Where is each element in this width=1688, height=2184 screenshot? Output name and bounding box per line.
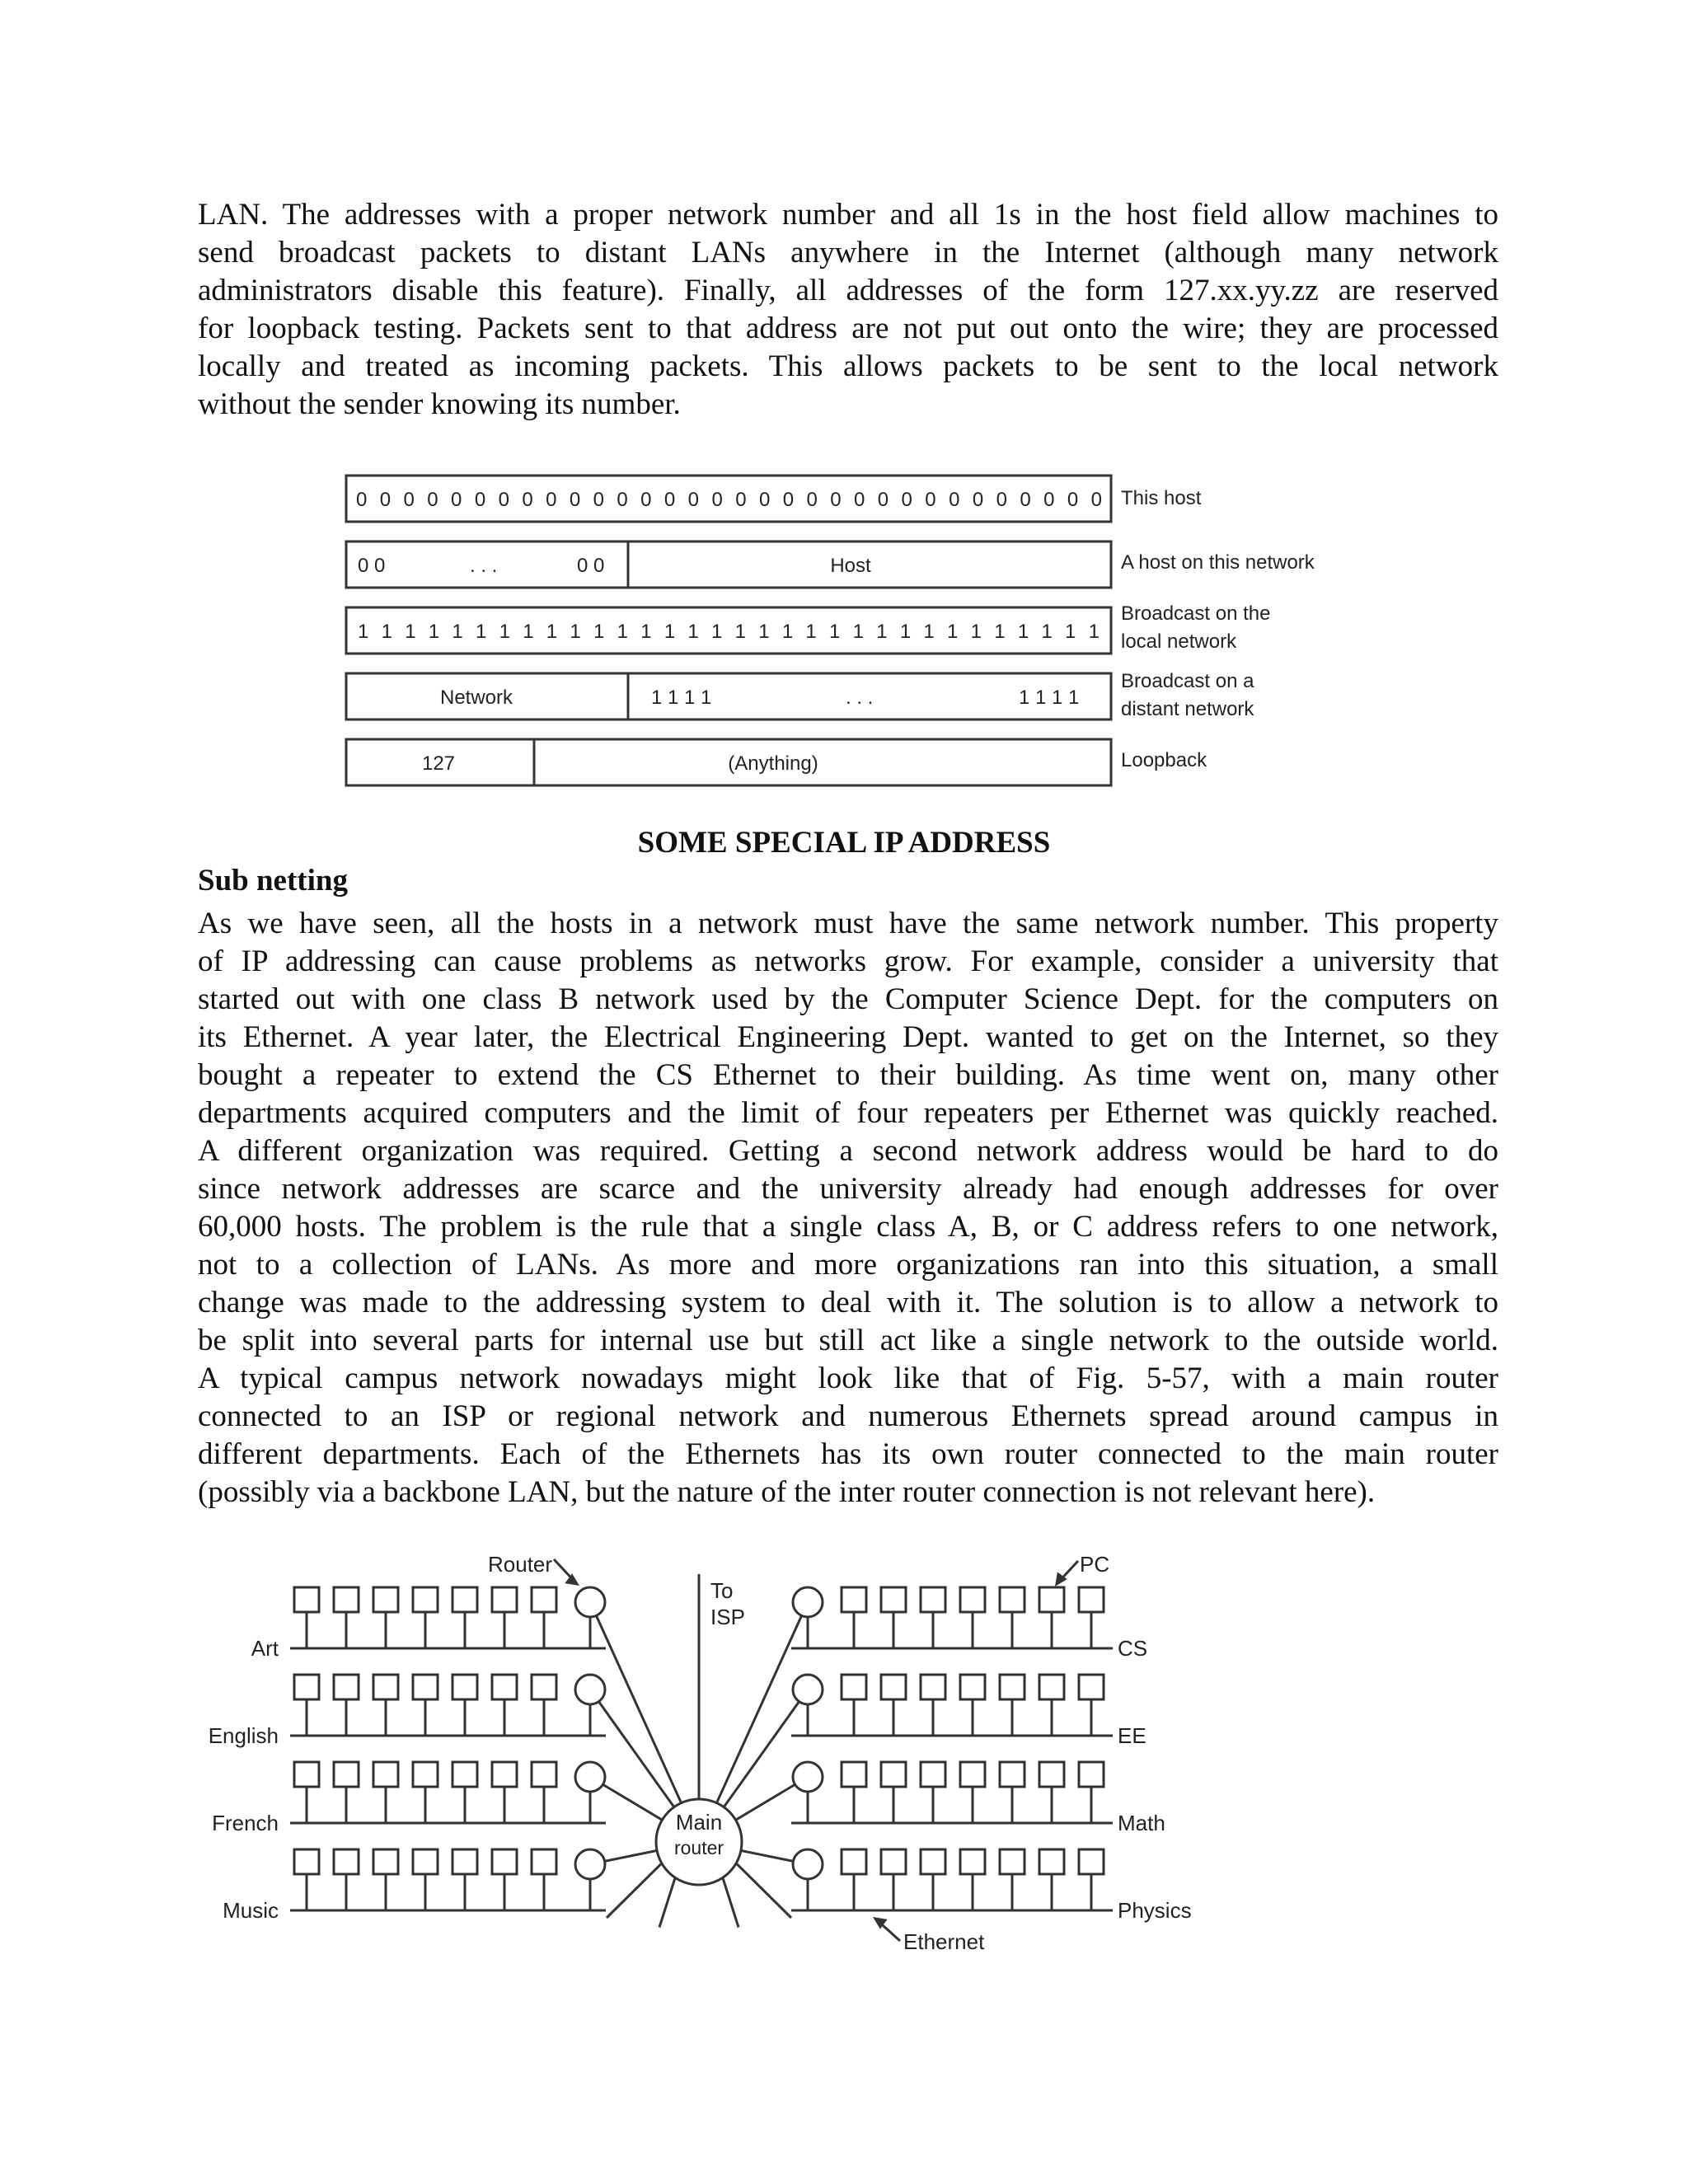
figure-title: SOME SPECIAL IP ADDRESS (637, 826, 1051, 860)
stub-link (607, 1863, 662, 1918)
pc-icon (1000, 1762, 1025, 1787)
pc-icon (960, 1587, 985, 1612)
right-dept-label: EE (1118, 1723, 1146, 1748)
pc-icon (1039, 1849, 1064, 1874)
pc-icon (452, 1849, 477, 1874)
pc-icon (532, 1762, 556, 1787)
text-line: As we have seen, all the hosts in a network must have the same network number. This property (198, 907, 1498, 940)
text-line: 60,000 hosts. The problem is the rule that a single class A, B, or C address refers to one network, (198, 1210, 1498, 1244)
pc-icon (373, 1849, 398, 1874)
text-line: LAN. The addresses with a proper network number and all 1s in the host field allow machines to (198, 198, 1498, 232)
text-line: A different organization was required. Getting a second network address would be hard to do (198, 1134, 1498, 1168)
pc-icon (881, 1762, 906, 1787)
pc-icon (452, 1587, 477, 1612)
router-label: Router (488, 1552, 553, 1577)
right-dept-label: Physics (1118, 1898, 1192, 1923)
pc-icon (921, 1762, 945, 1787)
field-zeros-end: 0 0 (577, 555, 605, 577)
field-zeros-start: 0 0 (358, 555, 386, 577)
router-icon (575, 1849, 605, 1879)
router-link (598, 1702, 673, 1807)
pc-icon (960, 1675, 985, 1699)
field-ellipsis: . . . (846, 687, 874, 709)
label-loopback: Loopback (1121, 749, 1207, 771)
router-icon (793, 1849, 823, 1879)
router-link (736, 1784, 795, 1820)
pc-icon (921, 1587, 945, 1612)
pc-icon (373, 1675, 398, 1699)
pc-icon (452, 1762, 477, 1787)
router-link (605, 1850, 657, 1861)
pc-icon (960, 1762, 985, 1787)
text-line: of IP addressing can cause problems as networks grow. For example, consider a university that (198, 944, 1498, 978)
pc-icon (842, 1849, 866, 1874)
field-ones-start: 1 1 1 1 (651, 687, 712, 709)
pc-icon (413, 1675, 438, 1699)
text-line: its Ethernet. A year later, the Electrical Engineering Dept. wanted to get on the Internet, so they (198, 1020, 1498, 1054)
label-broadcast-distant: distant network (1121, 698, 1254, 720)
field-ones: 1 1 1 1 1 1 1 1 1 1 1 1 1 1 1 1 1 1 1 1 1 1 1 1 1 1 1 1 1 1 1 1 (358, 621, 1100, 643)
text-line: since network addresses are scarce and the university already had enough addresses for over (198, 1172, 1498, 1206)
pc-icon (294, 1587, 319, 1612)
ethernet-label: Ethernet (903, 1929, 985, 1954)
router-link (603, 1784, 662, 1820)
pc-icon (842, 1675, 866, 1699)
pc-icon (373, 1587, 398, 1612)
router-icon (793, 1587, 823, 1617)
pc-icon (921, 1675, 945, 1699)
arrowhead-icon (567, 1576, 577, 1584)
field-127: 127 (421, 752, 456, 775)
pc-icon (294, 1675, 319, 1699)
text-line: (possibly via a backbone LAN, but the nature of the inter router connection is not relevant here). (198, 1475, 1376, 1509)
pc-icon (1079, 1849, 1104, 1874)
pc-icon (334, 1849, 359, 1874)
stub-link (736, 1863, 791, 1918)
text-line: not to a collection of LANs. As more and more organizations ran into this situation, a small (198, 1248, 1498, 1282)
text-line: without the sender knowing its number. (198, 387, 681, 421)
text-line: different departments. Each of the Ethernets has its own router connected to the main router (198, 1437, 1498, 1471)
pc-icon (842, 1587, 866, 1612)
pc-icon (294, 1762, 319, 1787)
field-ones-end: 1 1 1 1 (1019, 687, 1080, 709)
left-dept-label: Art (251, 1636, 279, 1661)
pc-icon (334, 1675, 359, 1699)
pc-icon (881, 1675, 906, 1699)
pc-icon (413, 1762, 438, 1787)
pc-icon (492, 1675, 517, 1699)
label-host-on-network: A host on this network (1121, 551, 1315, 574)
pc-icon (1000, 1675, 1025, 1699)
pc-icon (960, 1849, 985, 1874)
pc-icon (413, 1849, 438, 1874)
pc-icon (1039, 1675, 1064, 1699)
text-line: bought a repeater to extend the CS Ethernet to their building. As time went on, many other (198, 1058, 1498, 1092)
field-anything: (Anything) (728, 752, 818, 775)
text-line: started out with one class B network used by the Computer Science Dept. for the computers on (198, 982, 1498, 1016)
pc-icon (1000, 1587, 1025, 1612)
pc-icon (1039, 1587, 1064, 1612)
text-line: locally and treated as incoming packets. This allows packets to be sent to the local network (198, 349, 1498, 383)
text-line: A typical campus network nowadays might look like that of Fig. 5-57, with a main router (198, 1361, 1498, 1395)
field-network: Network (439, 687, 513, 709)
text-line: administrators disable this feature). Finally, all addresses of the form 127.xx.yy.zz are reserved (198, 274, 1498, 307)
text-line: send broadcast packets to distant LANs anywhere in the Internet (although many network (198, 236, 1498, 269)
pc-icon (373, 1762, 398, 1787)
router-link (741, 1850, 793, 1861)
text-line: for loopback testing. Packets sent to that address are not put out onto the wire; they are processed (198, 312, 1498, 345)
right-dept-label: Math (1118, 1811, 1165, 1835)
field-zeros: 0 0 0 0 0 0 0 0 0 0 0 0 0 0 0 0 0 0 0 0 0 0 0 0 0 0 0 0 0 0 0 0 (356, 489, 1102, 511)
router-link (716, 1615, 801, 1802)
main-router-label: router (673, 1837, 724, 1858)
pc-icon (492, 1849, 517, 1874)
label-broadcast-local: Broadcast on the (1121, 602, 1271, 625)
isp-label: ISP (710, 1605, 745, 1629)
field-ellipsis: . . . (470, 555, 498, 577)
section-heading: Sub netting (198, 864, 348, 898)
special-ip-address-figure (0, 0, 1688, 824)
text-line: departments acquired computers and the limit of four repeaters per Ethernet was quickly reached. (198, 1096, 1498, 1130)
right-dept-label: CS (1118, 1636, 1148, 1661)
left-dept-label: Music (223, 1898, 279, 1923)
paragraph-subnetting (198, 905, 1498, 1511)
isp-label: To (710, 1578, 734, 1603)
router-icon (575, 1587, 605, 1617)
left-dept-label: English (208, 1723, 279, 1748)
main-router-label: Main (675, 1810, 723, 1835)
pc-icon (532, 1587, 556, 1612)
stub-link (723, 1877, 738, 1927)
router-link (596, 1615, 681, 1802)
pc-icon (492, 1587, 517, 1612)
row-host-on-network-box (346, 541, 1111, 588)
pc-icon (334, 1587, 359, 1612)
router-icon (575, 1675, 605, 1704)
pc-icon (1079, 1675, 1104, 1699)
label-broadcast-distant: Broadcast on a (1121, 670, 1254, 692)
pc-icon (452, 1675, 477, 1699)
pc-icon (1000, 1849, 1025, 1874)
pc-icon (1079, 1762, 1104, 1787)
router-icon (575, 1762, 605, 1792)
pc-icon (532, 1849, 556, 1874)
pc-icon (1079, 1587, 1104, 1612)
pc-icon (532, 1675, 556, 1699)
text-line: change was made to the addressing system to deal with it. The solution is to allow a network to (198, 1286, 1498, 1319)
pc-icon (413, 1587, 438, 1612)
pc-label: PC (1080, 1552, 1110, 1577)
pc-icon (1039, 1762, 1064, 1787)
campus-network-figure (0, 1525, 1688, 1986)
pc-icon (881, 1587, 906, 1612)
field-host: Host (830, 555, 871, 577)
pc-icon (492, 1762, 517, 1787)
router-icon (793, 1675, 823, 1704)
text-line: be split into several parts for internal use but still act like a single network to the outside world. (198, 1324, 1498, 1357)
text-line: connected to an ISP or regional network and numerous Ethernets spread around campus in (198, 1399, 1498, 1433)
pc-icon (294, 1849, 319, 1874)
pc-icon (881, 1849, 906, 1874)
router-link (724, 1702, 799, 1807)
pc-icon (921, 1849, 945, 1874)
label-this-host: This host (1121, 487, 1202, 509)
label-broadcast-local: local network (1121, 630, 1237, 653)
pc-icon (842, 1762, 866, 1787)
pc-icon (334, 1762, 359, 1787)
stub-link (659, 1877, 675, 1927)
left-dept-label: French (212, 1811, 279, 1835)
router-icon (793, 1762, 823, 1792)
